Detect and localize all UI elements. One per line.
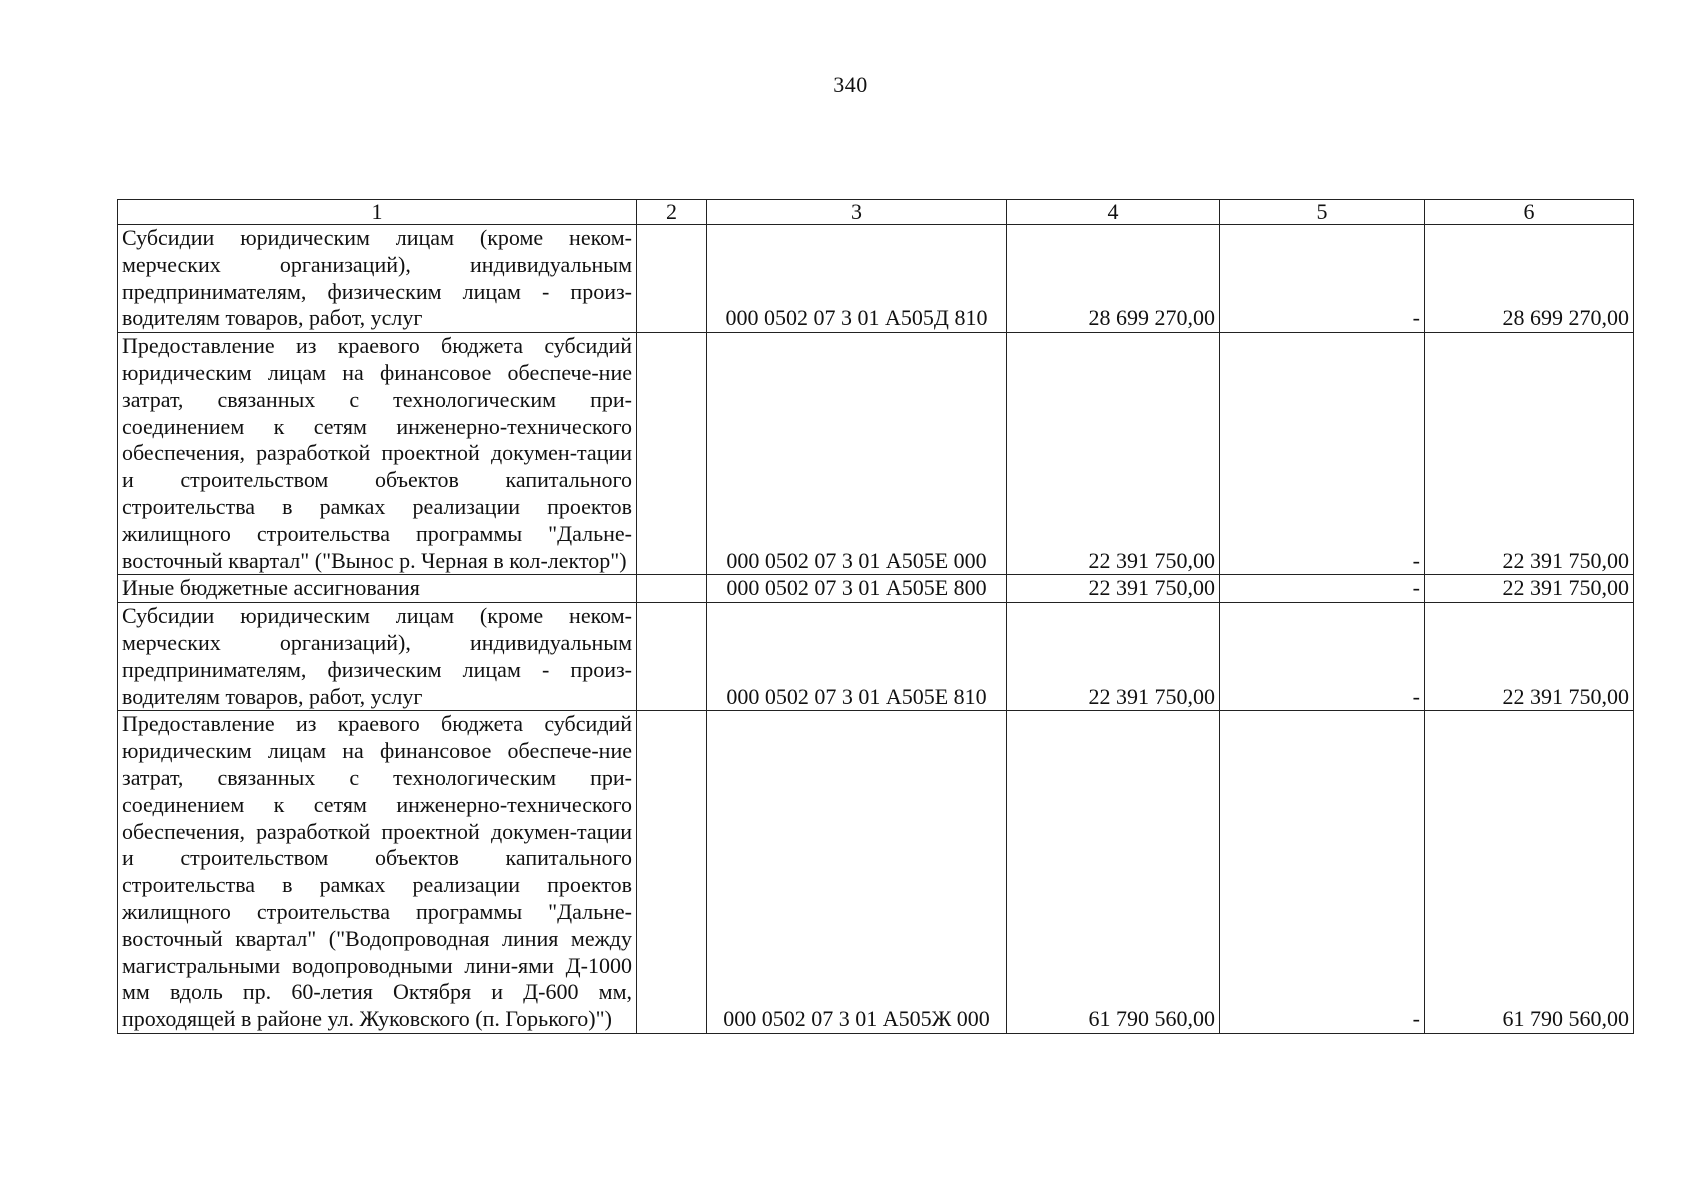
row-col-6-amount: 22 391 750,00 [1425, 333, 1634, 575]
row-col-5-amount: - [1220, 603, 1425, 711]
row-col-4-amount: 22 391 750,00 [1007, 333, 1220, 575]
table-row [118, 603, 1634, 711]
budget-table [117, 199, 1634, 1034]
table-row [118, 333, 1634, 575]
row-col-6-amount: 22 391 750,00 [1425, 603, 1634, 711]
header-col-4: 4 [1007, 200, 1220, 225]
row-col-5-amount: - [1220, 333, 1425, 575]
row-col-4-amount: 61 790 560,00 [1007, 711, 1220, 1034]
page-number: 340 [833, 72, 868, 97]
row-col-5-amount: - [1220, 575, 1425, 603]
table-row [118, 225, 1634, 333]
header-col-1: 1 [118, 200, 637, 225]
row-description: Субсидии юридическим лицам (кроме неком-мерческих организаций), индивидуальным предпринимателям, физическим лицам - произ-водителям товаров, работ, услуг [118, 225, 637, 333]
row-description: Предоставление из краевого бюджета субсидий юридическим лицам на финансовое обеспече-ние затрат, связанных с технологическим при-соединением к сетям инженерно-технического обеспечения, разработкой проектной докумен-тации и строительством объектов капитального строительства в рамках реализации проектов жилищного строительства программы "Дальне-восточный квартал" ("Водопроводная линия между магистральными водопроводными лини-ями Д-1000 мм вдоль пр. 60-летия Октября и Д-600 мм, проходящей в районе ул. Жуковского (п. Горького)") [118, 711, 637, 1034]
header-col-5: 5 [1220, 200, 1425, 225]
table-row [118, 711, 1634, 1034]
row-description: Предоставление из краевого бюджета субсидий юридическим лицам на финансовое обеспече-ние затрат, связанных с технологическим при-соединением к сетям инженерно-технического обеспечения, разработкой проектной докумен-тации и строительством объектов капитального строительства в рамках реализации проектов жилищного строительства программы "Дальне-восточный квартал" ("Вынос р. Черная в кол-лектор") [118, 333, 637, 575]
row-col-4-amount: 22 391 750,00 [1007, 603, 1220, 711]
row-col-2 [637, 575, 707, 603]
row-col-5-amount: - [1220, 711, 1425, 1034]
row-col-5-amount: - [1220, 225, 1425, 333]
row-budget-code: 000 0502 07 3 01 А505Е 800 [707, 575, 1007, 603]
header-col-3: 3 [707, 200, 1007, 225]
header-row [118, 200, 1634, 225]
row-col-2 [637, 333, 707, 575]
row-description: Субсидии юридическим лицам (кроме неком-мерческих организаций), индивидуальным предпринимателям, физическим лицам - произ-водителям товаров, работ, услуг [118, 603, 637, 711]
row-col-6-amount: 61 790 560,00 [1425, 711, 1634, 1034]
row-budget-code: 000 0502 07 3 01 А505Е 000 [707, 333, 1007, 575]
row-col-6-amount: 28 699 270,00 [1425, 225, 1634, 333]
row-budget-code: 000 0502 07 3 01 А505Д 810 [707, 225, 1007, 333]
header-col-6: 6 [1425, 200, 1634, 225]
row-budget-code: 000 0502 07 3 01 А505Е 810 [707, 603, 1007, 711]
row-col-2 [637, 603, 707, 711]
table-row [118, 575, 1634, 603]
row-col-2 [637, 711, 707, 1034]
row-col-2 [637, 225, 707, 333]
row-col-4-amount: 22 391 750,00 [1007, 575, 1220, 603]
row-description: Иные бюджетные ассигнования [118, 575, 637, 603]
row-col-6-amount: 22 391 750,00 [1425, 575, 1634, 603]
header-col-2: 2 [637, 200, 707, 225]
row-col-4-amount: 28 699 270,00 [1007, 225, 1220, 333]
row-budget-code: 000 0502 07 3 01 А505Ж 000 [707, 711, 1007, 1034]
